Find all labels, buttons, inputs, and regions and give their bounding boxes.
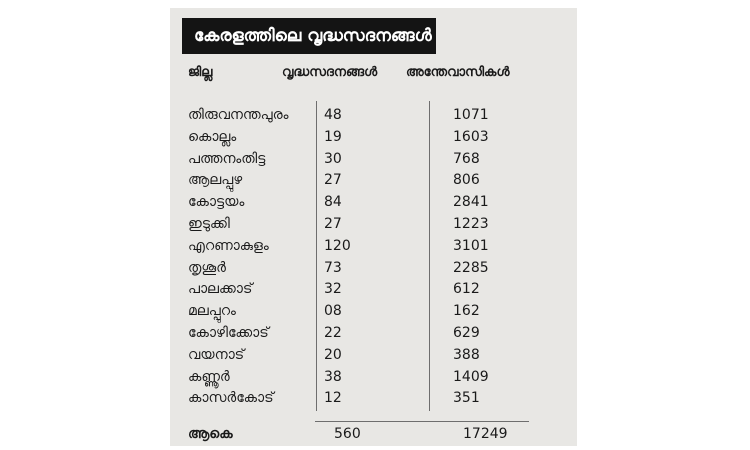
homes-cell: 32 <box>324 281 342 298</box>
district-cell: തൃശൂർ <box>188 259 226 276</box>
residents-cell: 2285 <box>453 259 489 276</box>
residents-cell: 629 <box>453 325 480 341</box>
table-row <box>170 213 577 235</box>
district-cell: പാലക്കാട് <box>188 281 253 298</box>
table-row <box>170 387 577 409</box>
table-row <box>170 322 577 344</box>
district-cell: കോഴിക്കോട് <box>188 325 269 341</box>
district-cell: പത്തനംതിട്ട <box>188 150 266 167</box>
total-label: ആകെ <box>188 426 233 442</box>
district-cell: വയനാട് <box>188 346 245 363</box>
table-row <box>170 366 577 388</box>
table-row <box>170 104 577 126</box>
table-row <box>170 235 577 257</box>
table-row <box>170 191 577 213</box>
residents-cell: 388 <box>453 346 480 363</box>
homes-cell: 84 <box>324 194 342 211</box>
district-cell: കണ്ണൂർ <box>188 368 230 385</box>
column-header-old-age-homes: വൃദ്ധസദനങ്ങൾ <box>282 65 378 80</box>
table-row <box>170 257 577 279</box>
residents-cell: 1603 <box>453 128 489 145</box>
homes-cell: 120 <box>324 237 351 254</box>
district-cell: കാസർകോട് <box>188 390 274 407</box>
residents-cell: 768 <box>453 150 480 167</box>
district-cell: ആലപ്പുഴ <box>188 172 243 189</box>
column-header-residents: അന്തേവാസികൾ <box>406 65 510 80</box>
table-row <box>170 126 577 148</box>
homes-cell: 38 <box>324 368 342 385</box>
district-cell: കോട്ടയം <box>188 194 245 211</box>
homes-cell: 48 <box>324 107 342 123</box>
table-row <box>170 300 577 322</box>
total-residents: 17249 <box>463 426 508 442</box>
district-cell: തിരുവനന്തപുരം <box>188 107 289 123</box>
table-row <box>170 169 577 191</box>
district-cell: കൊല്ലം <box>188 128 237 145</box>
table-title: കേരളത്തിലെ വൃദ്ധസദനങ്ങൾ <box>182 18 436 54</box>
homes-cell: 12 <box>324 390 342 407</box>
homes-cell: 22 <box>324 325 342 341</box>
total-divider <box>315 421 529 422</box>
total-homes: 560 <box>334 426 361 442</box>
table-row <box>170 278 577 300</box>
residents-cell: 612 <box>453 281 480 298</box>
residents-cell: 3101 <box>453 237 489 254</box>
district-cell: ഇടുക്കി <box>188 216 230 232</box>
residents-cell: 162 <box>453 303 480 320</box>
table-row <box>170 148 577 170</box>
homes-cell: 27 <box>324 216 342 232</box>
residents-cell: 1223 <box>453 216 489 232</box>
residents-cell: 1409 <box>453 368 489 385</box>
homes-cell: 30 <box>324 150 342 167</box>
district-cell: മലപ്പുറം <box>188 303 236 320</box>
homes-cell: 08 <box>324 303 342 320</box>
residents-cell: 806 <box>453 172 480 189</box>
homes-cell: 19 <box>324 128 342 145</box>
residents-cell: 1071 <box>453 107 489 123</box>
homes-cell: 73 <box>324 259 342 276</box>
homes-cell: 27 <box>324 172 342 189</box>
data-table-card <box>170 8 577 446</box>
district-cell: എറണാകുളം <box>188 237 269 254</box>
residents-cell: 2841 <box>453 194 489 211</box>
homes-cell: 20 <box>324 346 342 363</box>
column-header-district: ജില്ല <box>188 65 213 80</box>
residents-cell: 351 <box>453 390 480 407</box>
table-row <box>170 344 577 366</box>
